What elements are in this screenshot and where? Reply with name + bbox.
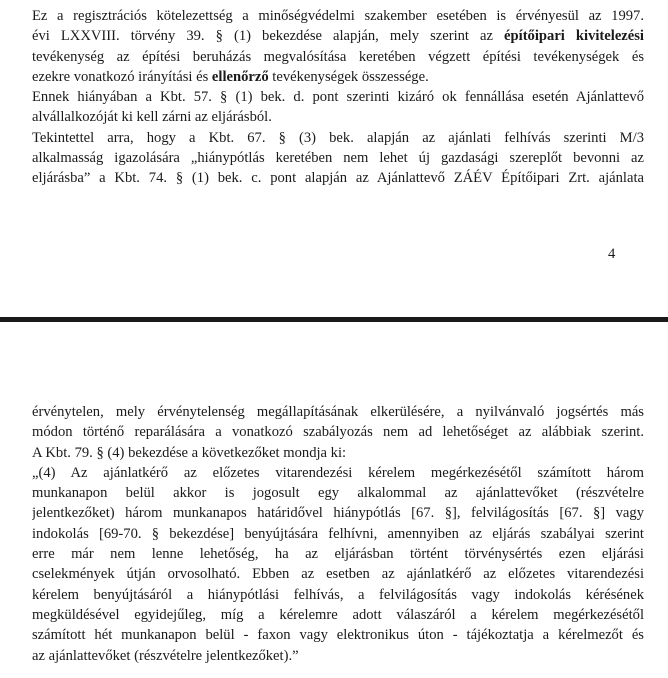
text-run: Ez a regisztrációs kötelezettség a minőségvédelmi szakember esetében is érvényesül az 1997. (32, 8, 644, 24)
bold-term: építőipari kivitelezési (504, 28, 644, 45)
text-run: tevékenység az építési beruházás megvalósítása keretében végzett építési tevékenységek és (32, 48, 644, 65)
text-line: érvénytelen, mely érvénytelenség megállapításának elkerülésére, a nyilvánvaló jogsértés más (32, 404, 644, 420)
text-line (32, 67, 644, 87)
text-run: alvállalkozóját ki kell zárni az eljárásból. (32, 109, 272, 126)
page-break-divider (0, 317, 668, 322)
text-run: évi LXXVIII. törvény 39. § (1) bekezdése alapján, mely szerint az (32, 28, 505, 45)
text-run: tevékenységek összessége. (268, 68, 429, 85)
text-line: módon történő reparálására a vonatkozó szabályozás nem ad lehetőséget az alábbiak szerint. (32, 424, 644, 441)
document-page-upper (0, 0, 668, 318)
text-line (32, 128, 644, 148)
text-run: Tekintettel arra, hogy a Kbt. 67. § (3) bek. alapján az ajánlati felhívás szerinti M/3 (32, 129, 644, 146)
text-line: jelentkezőket) három munkanapos határidővel hiánypótlás [67. §], felvilágosítás [67. §] vagy (32, 505, 644, 522)
text-line (32, 47, 644, 67)
body-text-lower (32, 402, 644, 666)
text-line: A Kbt. 79. § (4) bekezdése a következőket mondja ki: (32, 444, 347, 461)
body-text-upper (32, 6, 644, 189)
text-line: erre már nem lenne lehetőség, ha az eljárásban történt törvénysértés ezen eljárási (32, 546, 644, 563)
text-line (32, 87, 644, 107)
text-line: indokolás [69-70. § bekezdése] benyújtására felhívni, amennyiben az eljárás szabályai szerint (32, 525, 644, 542)
text-line: kérelem benyújtásáról a hiánypótlási felhívás, a felvilágosítás vagy indokolás kérésének (32, 586, 644, 603)
text-line: cselekmények útján orvosolható. Ebben az esetben az ajánlatkérő az előzetes vitarendezési (32, 566, 644, 583)
document-page-lower (0, 324, 668, 678)
text-line: számított hét munkanapon belül - faxon vagy elektronikus úton - tájékoztatja a kérelmezőt és (32, 627, 644, 644)
text-run: alkalmasság igazolására „hiánypótlás keretében nem lehet új gazdasági szereplőt bevonni az (32, 150, 644, 167)
page-number: 4 (608, 246, 616, 262)
text-line (32, 168, 644, 188)
text-run: Ennek hiányában a Kbt. 57. § (1) bek. d. pont szerinti kizáró ok fennállása esetén Ajánlattevő (32, 89, 644, 106)
bold-term: ellenőrző (211, 68, 269, 85)
text-line (32, 107, 644, 127)
text-run: eljárásba” a Kbt. 74. § (1) bek. c. pont alapján az Ajánlattevő ZÁÉV Építőipari Zrt. ajánlata (32, 170, 644, 187)
text-line: „(4) Az ajánlatkérő az előzetes vitarendezési kérelem megérkezésétől számított három (32, 464, 644, 481)
text-line: megküldésével egyidejűleg, míg a kérelemre adott válaszáról a kérelem megérkezésétől (32, 606, 644, 623)
text-line (32, 148, 644, 168)
text-line: munkanapon belül akkor is jogosult egy alkalommal az ajánlattevőket (részvételre (32, 485, 644, 502)
text-run: ezekre vonatkozó irányítási és (32, 68, 212, 85)
text-line (32, 6, 644, 26)
text-line (32, 26, 644, 46)
text-line: az ajánlattevőket (részvételre jelentkezőket).” (32, 647, 299, 664)
